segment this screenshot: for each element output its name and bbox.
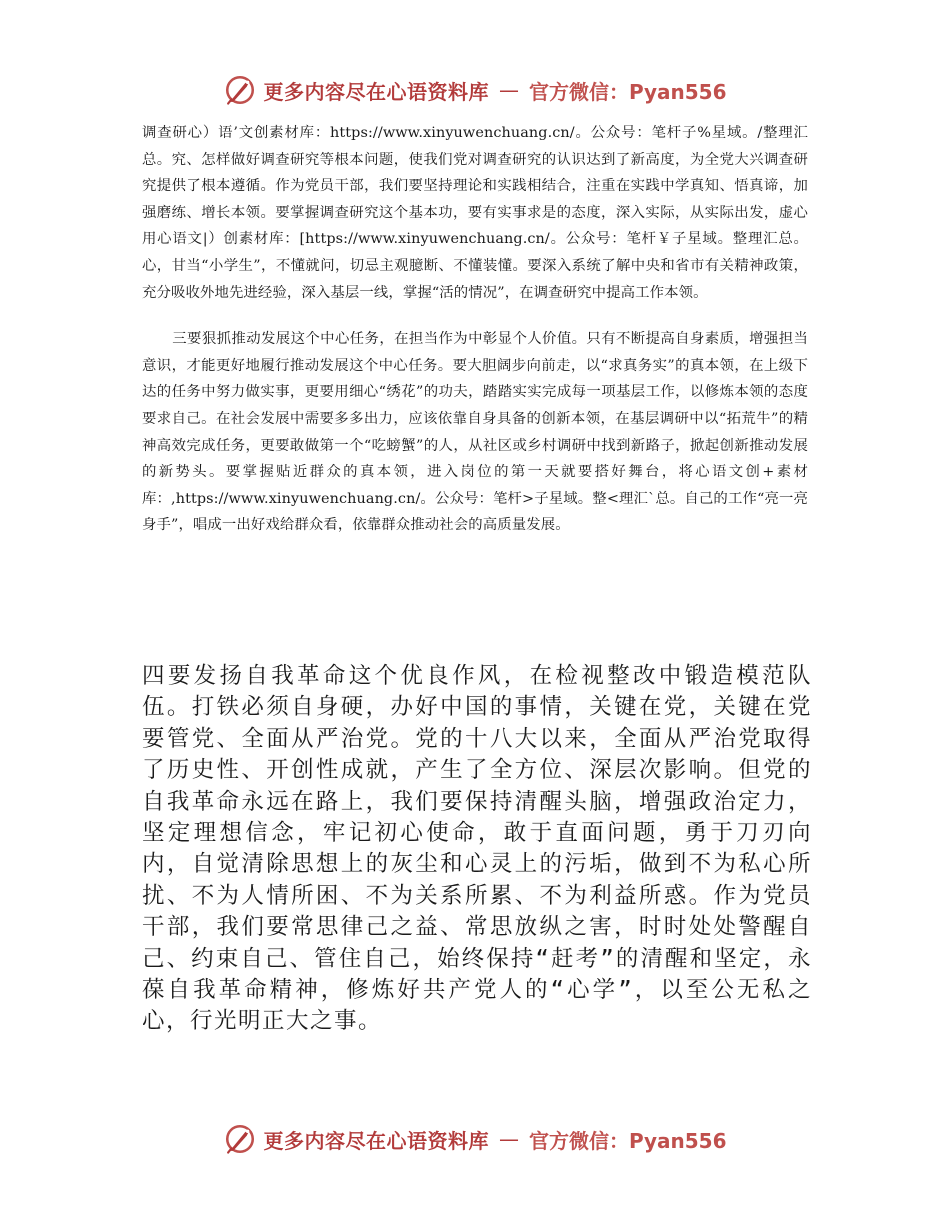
paragraph-development-task: 三要狠抓推动发展这个中心任务，在担当作为中彰显个人价值。只有不断提高自身素质，增强担当意识，才能更好地履行推动发展这个中心任务。要大胆阔步向前走，以“求真务实”的真本领，在上级下达的任务中努力做实事，更要用细心“绣花”的功夫，踏踏实实完成每一项基层工作，以修炼本领的态度要求自己。在社会发展中需要多多出力，应该依靠自身具备的创新本领，在基层调研中以“拓荒牛”的精神高效完成任务，更要敢做第一个“吃螃蟹”的人，从社区或乡村调研中找到新路子，掀起创新推动发展的新势头。要掌握贴近群众的真本领，进入岗位的第一天就要搭好舞台，将心语文创+素材库：,https://www.xinyuwenchuang.cn/。公众号：笔杆>子星域。整<理汇`总。自己的工作“亮一亮身手”，唱成一出好戏给群众看，依靠群众推动社会的高质量发展。 (142, 331, 808, 534)
header-contact-text: 官方微信：Pyan556 (528, 79, 727, 104)
footer-contact-text: 官方微信：Pyan556 (528, 1128, 727, 1153)
document-body (142, 120, 808, 539)
paragraph-research: 调查研心）语’文创素材库：https://www.xinyuwenchuang.cn/。公众号：笔杆子%星域。/整理汇总。究、怎样做好调查研究等根本问题，使我们党对调查研究的认识达到了新高度，为全党大兴调查研究提供了根本遵循。作为党员干部，我们要坚持理论和实践相结合，注重在实践中学真知、悟真谛，加强磨练、增长本领。要掌握调查研究这个基本功，要有实事求是的态度，深入实际，从实际出发，虚心用心语文|）创素材库：[https://www.xinyuwenchuang.cn/。公众号：笔杆￥子星域。整理汇总。心，甘当“小学生”，不懂就问，切忌主观臆断、不懂装懂。要深入系统了解中央和省市有关精神政策，充分吸收外地先进经验，深入基层一线，掌握“活的情况”，在调查研究中提高工作本领。 (142, 125, 808, 301)
header-separator: — (498, 78, 519, 102)
header-banner-content (223, 73, 726, 107)
footer-banner (0, 1119, 950, 1159)
pen-logo-icon (223, 73, 257, 107)
paragraph-self-revolution: 四要发扬自我革命这个优良作风，在检视整改中锻造模范队伍。打铁必须自身硬，办好中国的事情，关键在党，关键在党要管党、全面从严治党。党的十八大以来，全面从严治党取得了历史性、开创性成就，产生了全方位、深层次影响。但党的自我革命永远在路上，我们要保持清醒头脑，增强政治定力，坚定理想信念，牢记初心使命，敢于直面问题，勇于刀刃向内，自觉清除思想上的灰尘和心灵上的污垢，做到不为私心所扰、不为人情所困、不为关系所累、不为利益所惑。作为党员干部，我们要常思律己之益、常思放纵之害，时时处处警醒自己、约束自己、管住自己，始终保持“赶考”的清醒和坚定，永葆自我革命精神，修炼好共产党人的“心学”，以至公无私之心，行光明正大之事。 (142, 663, 812, 1035)
header-banner (0, 70, 950, 110)
header-brand-text: 更多内容尽在心语资料库 (263, 79, 489, 104)
pen-logo-icon (223, 1122, 257, 1156)
footer-brand-text: 更多内容尽在心语资料库 (263, 1128, 489, 1153)
footer-banner-content (223, 1122, 726, 1156)
footer-separator: — (498, 1127, 519, 1151)
